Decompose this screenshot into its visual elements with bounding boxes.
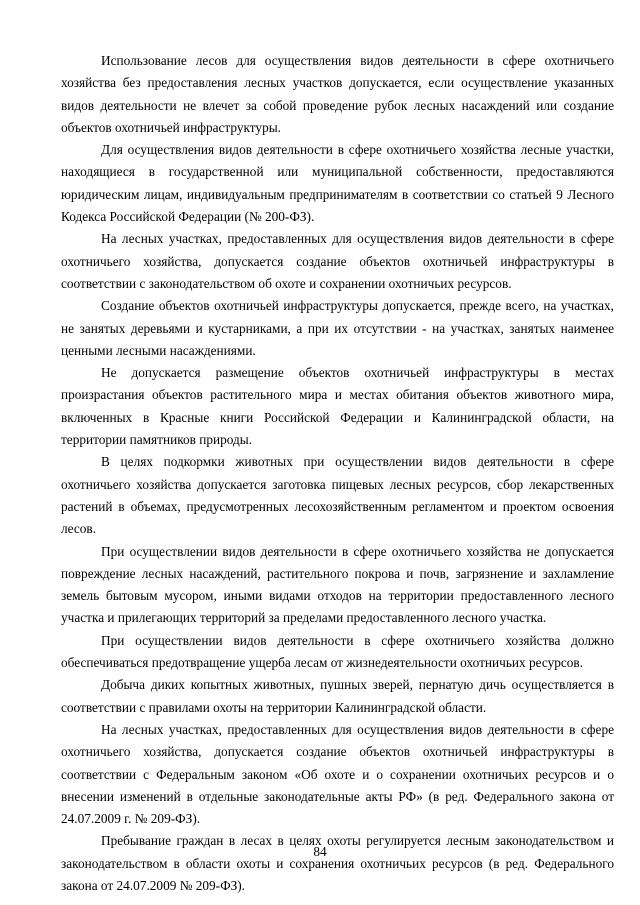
paragraph-forest-use-without-plots: Использование лесов для осуществления видов деятельности в сфере охотничьего хозяйства без предоставления лесных участков допускается, если осуществление указанных видов деятельности не влечет за собой проведение рубок лесных насаждений или создание объектов охотничьей инфраструктуры. [61, 53, 614, 135]
paragraph-game-hunting: Добыча диких копытных животных, пушных зверей, пернатую дичь осуществляется в соответствии с правилами охоты на территории Калининградской области. [61, 677, 614, 715]
paragraph-red-book-restriction: Не допускается размещение объектов охотничьей инфраструктуры в местах произрастания объектов растительного мира и местах обитания объектов животного мира, включенных в Красные книги Российской Федерации и Калининградской области, на территории памятников природы. [61, 365, 614, 448]
paragraph-citizens-presence: Пребывание граждан в лесах в целях охоты регулируется лесным законодательством и законодательством в области охоты и сохранения охотничьих ресурсов (в ред. Федерального закона от 24.07.2009 № 209-ФЗ). [61, 833, 614, 893]
paragraph-feeding-resources: В целях подкормки животных при осуществлении видов деятельности в сфере охотничьего хозяйства допускается заготовка пищевых лесных ресурсов, сбор лекарственных растений в объемах, предусмотренных лесохозяйственным регламентом и проектом освоения лесов. [61, 454, 614, 537]
paragraph-damage-prevention: При осуществлении видов деятельности в сфере охотничьего хозяйства должно обеспечиваться предотвращение ущерба лесам от жизнедеятельности охотничьих ресурсов. [61, 632, 614, 671]
paragraph-federal-law-infrastructure: На лесных участках, предоставленных для осуществления видов деятельности в сфере охотничьего хозяйства, допускается создание объектов охотничьей инфраструктуры в соответствии с Федеральным законом «Об охоте и о сохранении охотничьих ресурсов и о внесении изменений в отдельные законодательные акты РФ» (в ред. Федерального закона от 24.07.2009 г. № 209-ФЗ). [61, 721, 614, 827]
paragraph-plot-provision: Для осуществления видов деятельности в сфере охотничьего хозяйства лесные участки, находящиеся в государственной или муниципальной собственности, предоставляются юридическим лицам, индивидуальным предпринимателям в соответствии со статьей 9 Лесного Кодекса Российской Федерации (№ 200-ФЗ). [61, 142, 614, 225]
page-number: 84 [313, 844, 327, 859]
paragraph-infrastructure-placement: Создание объектов охотничьей инфраструктуры допускается, прежде всего, на участках, не занятых деревьями и кустарниками, а при их отсутствии - на участках, занятых наименее ценными лесными насаждениями. [61, 298, 614, 358]
paragraph-infrastructure-allowed: На лесных участках, предоставленных для осуществления видов деятельности в сфере охотничьего хозяйства, допускается создание объектов охотничьей инфраструктуры в соответствии с законодательством об охоте и сохранении охотничьих ресурсов. [61, 231, 614, 291]
document-body [61, 50, 614, 897]
paragraph-damage-prohibition: При осуществлении видов деятельности в сфере охотничьего хозяйства не допускается повреждение лесных насаждений, растительного покрова и почв, загрязнение и захламление земель бытовым мусором, иными видами отходов на территории предоставленного лесного участка и прилегающих территорий за пределами предоставленного лесного участка. [61, 543, 614, 626]
